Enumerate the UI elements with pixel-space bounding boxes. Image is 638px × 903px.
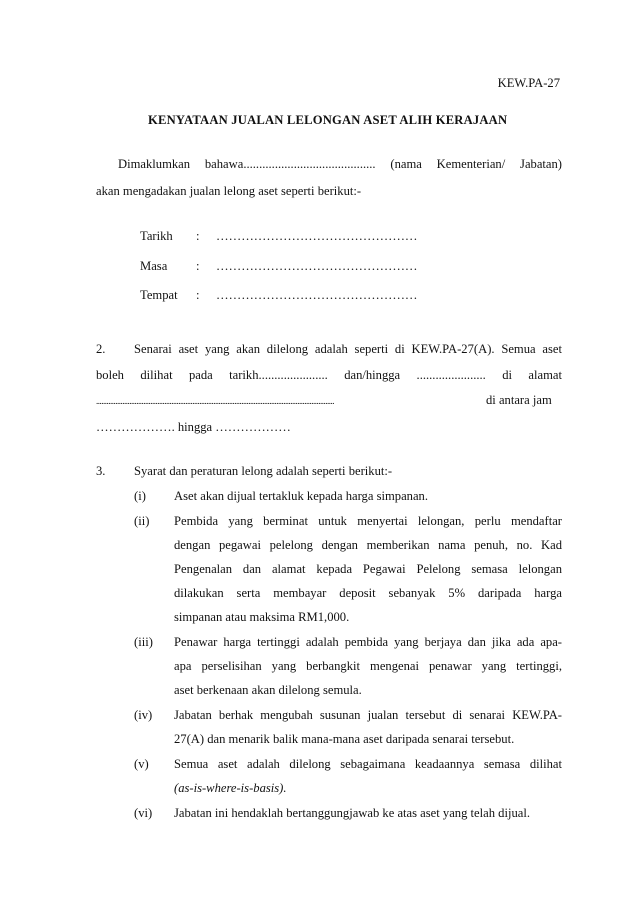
item-line: Pengenalan dan alamat kepada Pegawai Pelelong semasa lelongan — [174, 562, 562, 576]
field-value-tempat: ………………………………………… — [216, 288, 418, 302]
field-label-masa: Masa — [140, 259, 168, 273]
field-label-tempat: Tempat — [140, 288, 178, 302]
item-number: (iv) — [134, 708, 153, 722]
section-2-line-2: boleh dilihat pada tarikh...................... dan/hingga ...................... di alamat — [96, 368, 562, 382]
item-number: (i) — [134, 489, 146, 503]
item-line: aset berkenaan akan dilelong semula. — [174, 683, 362, 697]
document-title: KENYATAAN JUALAN LELONGAN ASET ALIH KERAJAAN — [148, 113, 508, 127]
section-2-line-3-tail: di antara jam — [486, 393, 552, 407]
item-line: Jabatan ini hendaklah bertanggungjawab ke atas aset yang telah dijual. — [174, 806, 530, 820]
item-line: (as-is-where-is-basis). — [174, 781, 287, 795]
field-colon: : — [196, 288, 200, 302]
item-number: (iii) — [134, 635, 153, 649]
item-line: Aset akan dijual tertakluk kepada harga simpanan. — [174, 489, 429, 503]
field-colon: : — [196, 229, 200, 243]
item-line: apa perselisihan yang berbangkit mengenai penawar yang tertinggi, — [174, 659, 562, 673]
field-label-tarikh: Tarikh — [140, 229, 173, 243]
section-3-number: 3. — [96, 464, 106, 478]
item-line: 27(A) dan menarik balik mana-mana aset daripada senarai tersebut. — [174, 732, 515, 746]
item-line: dilakukan serta membayar deposit sebanyak 5% daripada harga — [174, 586, 562, 600]
field-value-masa: ………………………………………… — [216, 259, 418, 273]
section-2-line-3-dots: ........................................................................................................................................ — [96, 396, 334, 406]
form-code: KEW.PA-27 — [497, 76, 560, 90]
item-line: Semua aset adalah dilelong sebagaimana keadaannya semasa dilihat — [174, 757, 562, 771]
item-line: Penawar harga tertinggi adalah pembida yang berjaya dan jika ada apa- — [174, 635, 562, 649]
item-number: (v) — [134, 757, 149, 771]
item-line: simpanan atau maksima RM1,000. — [174, 610, 350, 624]
item-line: dengan pegawai pelelong dengan memberikan nama penuh, no. Kad — [174, 538, 562, 552]
section-2-line-1: Senarai aset yang akan dilelong adalah seperti di KEW.PA-27(A). Semua aset — [134, 342, 562, 356]
intro-line-1: Dimaklumkan bahawa.......................................... (nama Kementerian/ Jabatan) — [118, 157, 562, 171]
intro-line-2: akan mengadakan jualan lelong aset seperti berikut:- — [96, 184, 362, 198]
item-number: (ii) — [134, 514, 150, 528]
item-line: Jabatan berhak mengubah susunan jualan tersebut di senarai KEW.PA- — [174, 708, 562, 722]
section-2-line-4: ………………. hingga ……………… — [96, 420, 291, 434]
item-number: (vi) — [134, 806, 153, 820]
item-line: Pembida yang berminat untuk menyertai lelongan, perlu mendaftar — [174, 514, 562, 528]
field-value-tarikh: ………………………………………… — [216, 229, 418, 243]
field-colon: : — [196, 259, 200, 273]
section-3-heading: Syarat dan peraturan lelong adalah seperti berikut:- — [134, 464, 393, 478]
section-2-number: 2. — [96, 342, 106, 356]
